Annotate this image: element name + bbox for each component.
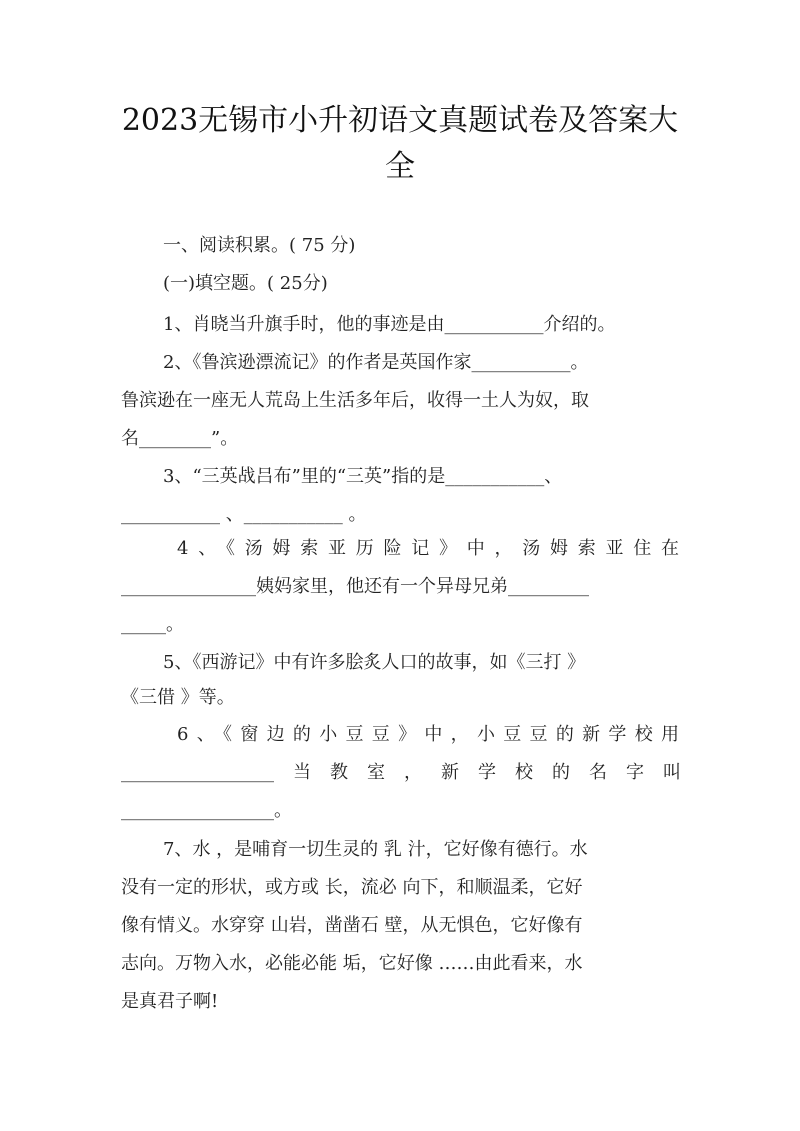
question-6: 6、《窗边的小豆豆》中，小豆豆的新学校用	[177, 724, 679, 745]
question-3-continued: ___________ 、___________ 。	[121, 504, 367, 525]
question-5: 5、《西游记》中有许多脍炙人口的故事，如《三打 》	[163, 652, 586, 673]
question-5-continued: 《三借 》等。	[121, 687, 235, 708]
question-7: 7、水 ，是哺育一切生灵的 乳 汁，它好像有德行。水	[163, 839, 588, 860]
question-3: 3、“三英战吕布”里的“三英”指的是___________、	[163, 466, 563, 487]
subsection-heading: (一)填空题。( 25分)	[163, 273, 328, 294]
question-2-end: 名________”。	[121, 428, 239, 449]
question-4-end: _____。	[121, 614, 184, 635]
question-7-line-4: 志向。万物入水，必能必能 垢，它好像 ……由此看来，水	[121, 953, 583, 974]
question-7-line-5: 是真君子啊!	[121, 991, 219, 1012]
question-2: 2、《鲁滨逊漂流记》的作者是英国作家___________。	[163, 352, 589, 373]
question-2-continued: 鲁滨逊在一座无人荒岛上生活多年后，收得一土人为奴，取	[121, 390, 589, 411]
question-7-line-2: 没有一定的形状，或方或 长，流必 向下，和顺温柔，它好	[121, 877, 583, 898]
title-line-2: 全	[385, 149, 415, 184]
title-line-1: 2023无锡市小升初语文真题试卷及答案大	[121, 103, 679, 138]
question-4-continued: _______________姨妈家里，他还有一个异母兄弟_________	[121, 576, 589, 597]
question-7-line-3: 像有情义。水穿穿 山岩，凿凿石 壁，从无惧色，它好像有	[121, 915, 583, 936]
question-6-continued: _________________当教室，新学校的名字叫	[121, 762, 681, 783]
question-6-end: _________________。	[121, 800, 292, 821]
document-title	[100, 98, 700, 190]
section-heading: 一、阅读积累。( 75 分)	[163, 235, 356, 256]
question-4: 4、《汤姆索亚历险记》中，汤姆索亚住在	[177, 538, 679, 559]
question-1: 1、肖晓当升旗手时，他的事迹是由___________介绍的。	[163, 314, 616, 335]
